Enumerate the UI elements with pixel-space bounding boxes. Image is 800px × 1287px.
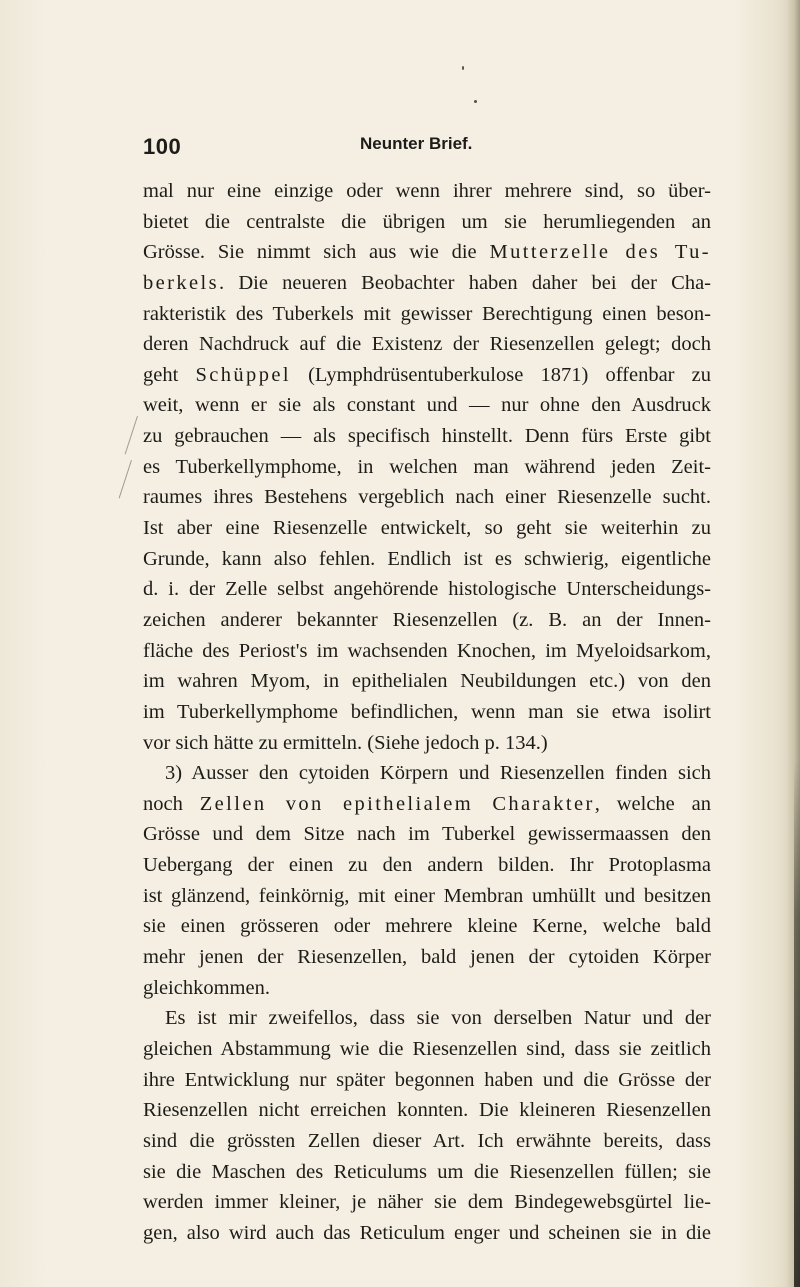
text-run: rakteristik des Tuberkels mit gewisser Berechtigung einen beson- — [143, 302, 711, 325]
text-run: bietet die centralste die übrigen um sie herumliegenden an — [143, 210, 711, 233]
text-line — [143, 789, 711, 820]
text-run: mal nur eine einzige oder wenn ihrer mehrere sind, so über- — [143, 180, 711, 202]
text-run: , welche an — [594, 792, 711, 815]
page-header — [143, 134, 713, 162]
text-line — [143, 299, 711, 330]
text-line — [143, 421, 711, 452]
text-line — [143, 1218, 711, 1249]
emphasized-text: berkels — [143, 271, 219, 294]
text-run: es Tuberkellymphome, in welchen man während jeden Zeit- — [143, 455, 711, 478]
text-run: Riesenzellen nicht erreichen konnten. Die kleineren Riesenzellen — [143, 1099, 711, 1122]
text-run: weit, wenn er sie als constant und — nur ohne den Ausdruck — [143, 394, 711, 417]
text-line — [143, 666, 711, 697]
text-line — [143, 1126, 711, 1157]
text-run: noch — [143, 792, 200, 815]
text-run: im Tuberkellymphome befindlichen, wenn man sie etwa isolirt — [143, 700, 711, 723]
text-run: Es ist mir zweifellos, dass sie von derselben Natur und der — [165, 1007, 711, 1030]
text-line — [143, 237, 711, 268]
text-run: sind die grössten Zellen dieser Art. Ich erwähnte bereits, dass — [143, 1129, 711, 1152]
text-line — [143, 973, 711, 1004]
text-run: fläche des Periost's im wachsenden Knochen, im Myeloidsarkom, — [143, 639, 711, 662]
text-run: ist glänzend, feinkörnig, mit einer Membran umhüllt und besitzen — [143, 884, 711, 907]
text-line — [143, 574, 711, 605]
text-line — [143, 881, 711, 912]
pencil-mark — [125, 416, 138, 454]
text-line — [143, 819, 711, 850]
text-line — [143, 176, 711, 207]
text-run: zeichen anderer bekannter Riesenzellen (z. B. an der Innen- — [143, 608, 711, 631]
text-run: Grösse. Sie nimmt sich aus wie die — [143, 241, 490, 264]
text-run: Grunde, kann also fehlen. Endlich ist es schwierig, eigentliche — [143, 547, 711, 570]
text-run: im wahren Myom, in epithelialen Neubildungen etc.) von den — [143, 670, 711, 693]
text-run: (Lymphdrüsentuberkulose 1871) offenbar zu — [290, 363, 711, 386]
text-line — [143, 911, 711, 942]
page-edge-dark — [794, 760, 800, 1287]
text-line — [143, 207, 711, 238]
emphasized-text: Mutterzelle des Tu- — [489, 241, 712, 264]
emphasized-text: Zellen von epithelialem Charakter — [199, 792, 595, 815]
text-run: geht — [143, 363, 196, 386]
text-run: zu gebrauchen — als specifisch hinstellt. Denn fürs Erste gibt — [143, 425, 711, 448]
text-line — [143, 1065, 711, 1096]
text-run: gleichen Abstammung wie die Riesenzellen sind, dass sie zeitlich — [143, 1037, 711, 1060]
paper-speck — [462, 66, 464, 70]
text-line — [143, 850, 711, 881]
text-run: werden immer kleiner, je näher sie dem Bindegewebsgürtel lie- — [143, 1191, 711, 1214]
text-run: d. i. der Zelle selbst angehörende histologische Unterscheidungs- — [143, 578, 711, 601]
text-run: Ist aber eine Riesenzelle entwickelt, so geht sie weiterhin zu — [143, 517, 711, 540]
text-run: mehr jenen der Riesenzellen, bald jenen der cytoiden Körper — [143, 946, 711, 969]
text-line — [143, 482, 711, 513]
text-line — [143, 329, 711, 360]
running-head: Neunter Brief. — [360, 134, 473, 153]
text-run: vor sich hätte zu ermitteln. (Siehe jedoch p. 134.) — [143, 731, 548, 754]
text-line — [143, 1003, 711, 1034]
text-line — [143, 544, 711, 575]
text-line — [143, 390, 711, 421]
text-run: sie einen grösseren oder mehrere kleine Kerne, welche bald — [143, 915, 711, 938]
text-line — [143, 636, 711, 667]
text-run: raumes ihres Bestehens vergeblich nach einer Riesenzelle sucht. — [143, 486, 711, 509]
text-line — [143, 942, 711, 973]
text-line — [143, 1095, 711, 1126]
text-line — [143, 758, 711, 789]
text-line — [143, 513, 711, 544]
text-run: Grösse und dem Sitze nach im Tuberkel gewissermaassen den — [143, 823, 711, 846]
text-line — [143, 452, 711, 483]
text-run: gleichkommen. — [143, 976, 270, 999]
page-number: 100 — [143, 134, 182, 159]
text-line — [143, 268, 711, 299]
text-run: gen, also wird auch das Reticulum enger und scheinen sie in die — [143, 1221, 711, 1244]
emphasized-text: Schüppel — [195, 363, 291, 386]
pencil-mark — [119, 460, 132, 498]
text-line — [143, 728, 711, 759]
text-line — [143, 605, 711, 636]
text-run: ihre Entwicklung nur später begonnen haben und die Grösse der — [143, 1068, 711, 1091]
paper-speck — [474, 100, 477, 103]
text-line — [143, 1157, 711, 1188]
text-line — [143, 1034, 711, 1065]
text-run: deren Nachdruck auf die Existenz der Riesenzellen gelegt; doch — [143, 333, 711, 356]
text-run: . Die neueren Beobachter haben daher bei der Cha- — [219, 271, 711, 294]
text-run: sie die Maschen des Reticulums um die Riesenzellen füllen; sie — [143, 1160, 711, 1183]
text-line — [143, 360, 711, 391]
text-run: 3) Ausser den cytoiden Körpern und Riesenzellen finden sich — [165, 762, 711, 785]
text-line — [143, 1187, 711, 1218]
text-run: Uebergang der einen zu den andern bilden. Ihr Protoplasma — [143, 854, 711, 877]
body-text — [143, 176, 711, 1248]
text-line — [143, 697, 711, 728]
